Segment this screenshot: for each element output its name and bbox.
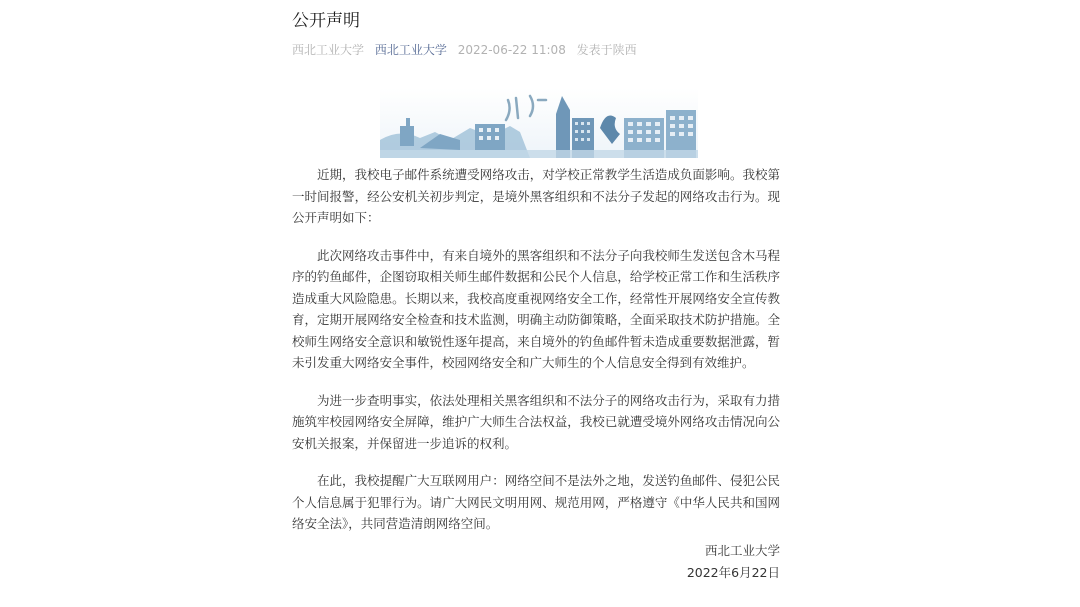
paragraph: 在此，我校提醒广大互联网用户：网络空间不是法外之地，发送钓鱼邮件、侵犯公民个人信息属于犯罪行为。请广大网民文明用网、规范用网，严格遵守《中华人民共和国网络安全法》，共同营造清朗网络空间。	[292, 473, 780, 531]
article-meta	[292, 41, 644, 59]
meta-location: 发表于陕西	[576, 43, 637, 57]
article-body	[292, 164, 780, 551]
campus-banner-image	[380, 88, 698, 158]
paragraph: 近期，我校电子邮件系统遭受网络攻击，对学校正常教学生活造成负面影响。我校第一时间报警，经公安机关初步判定，是境外黑客组织和不法分子发起的网络攻击行为。现公开声明如下：	[292, 167, 780, 225]
signature-org: 西北工业大学	[704, 543, 780, 558]
account-name-link[interactable]: 西北工业大学	[374, 43, 447, 57]
paragraph: 为进一步查明事实，依法处理相关黑客组织和不法分子的网络攻击行为，采取有力措施筑牢校园网络安全屏障，维护广大师生合法权益，我校已就遭受境外网络攻击情况向公安机关报案，并保留进一步追诉的权利。	[292, 392, 780, 451]
signature-block	[687, 540, 780, 583]
meta-datetime: 2022-06-22 11:08	[457, 43, 566, 57]
signature-date: 2022年6月22日	[686, 564, 780, 580]
meta-author: 西北工业大学	[292, 43, 365, 57]
page-title: 公开声明	[292, 11, 360, 31]
paragraph: 此次网络攻击事件中，有来自境外的黑客组织和不法分子向我校师生发送包含木马程序的钓鱼邮件，企图窃取相关师生邮件数据和公民个人信息，给学校正常工作和生活秩序造成重大风险隐患。长期以来，我校高度重视网络安全工作，经常性开展网络安全宣传教育，定期开展网络安全检查和技术监测，明确主动防御策略，全面采取技术防护措施。全校师生网络安全意识和敏锐性逐年提高，来自境外的钓鱼邮件暂未造成重要数据泄露，暂未引发重大网络安全事件，校园网络安全和广大师生的个人信息安全得到有效维护。	[292, 247, 780, 370]
